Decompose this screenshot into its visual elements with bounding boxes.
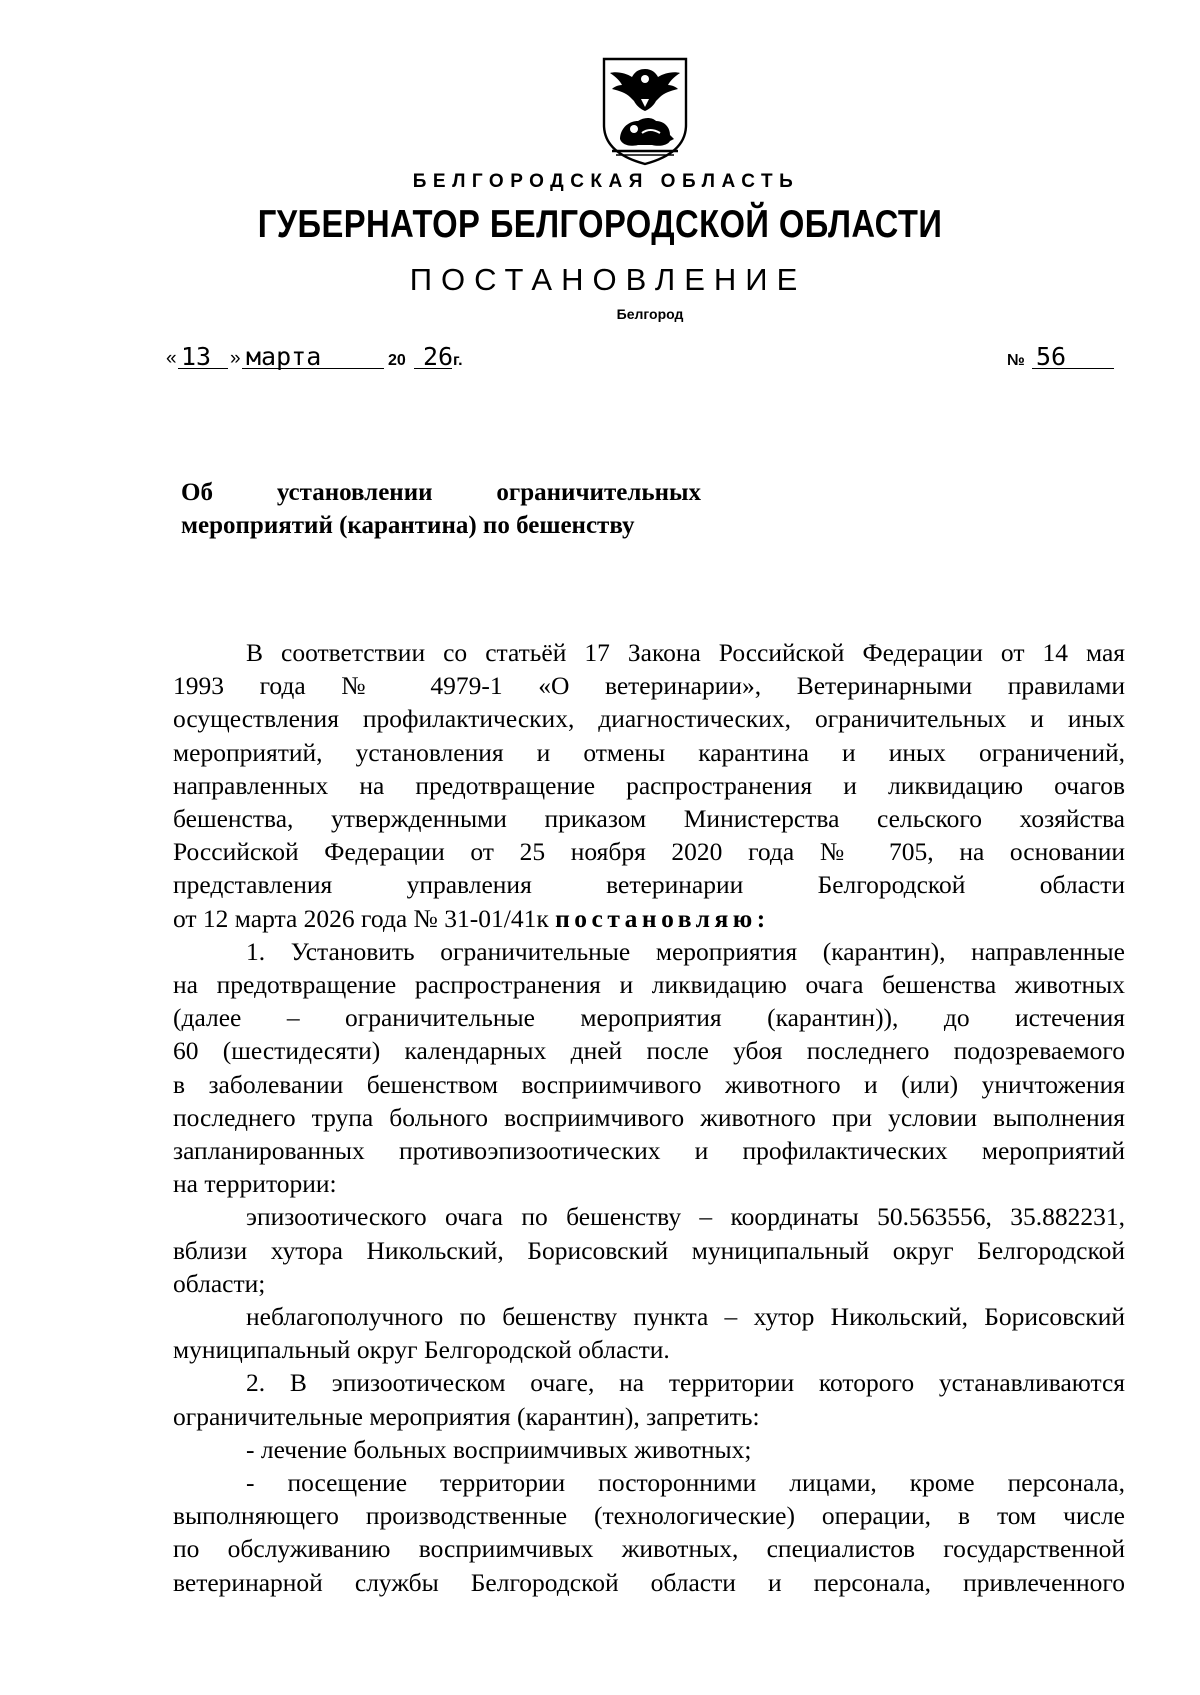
coat-of-arms-icon [598,55,692,167]
text-line: запланированных противоэпизоотических и профилактических мероприятий [173,1136,1125,1166]
text-line: по обслуживанию восприимчивых животных, специалистов государственной [173,1534,1125,1564]
text-line: области; [173,1268,266,1298]
document-title [181,476,701,542]
date-line [166,336,1116,370]
text-line: вблизи хутора Никольский, Борисовский муниципальный округ Белгородской [173,1235,1125,1265]
text-line: 1993 года № 4979-1 «О ветеринарии», Ветеринарными правилами [173,671,1125,701]
decree-word: постановляю: [555,903,770,933]
text-line: бешенства, утвержденными приказом Министерства сельского хозяйства [173,804,1125,834]
document-number: 56 [1036,342,1067,371]
year-prefix: 20 [388,352,406,369]
text-line: осуществления профилактических, диагностических, ограничительных и иных [173,704,1125,734]
text-line: последнего трупа больного восприимчивого животного при условии выполнения [173,1102,1125,1132]
text-line: ограничительные мероприятия (карантин), запретить: [173,1401,760,1431]
document-type: ПОСТАНОВЛЕНИЕ [409,262,807,297]
text-line: муниципальный округ Белгородской области. [173,1335,670,1365]
text-line: (далее – ограничительные мероприятия (карантин)), до истечения [173,1003,1125,1033]
text-line: В соответствии со статьёй 17 Закона Российской Федерации от 14 мая [246,638,1125,667]
text-line: - лечение больных восприимчивых животных; [246,1434,752,1464]
quote-open: « [166,348,177,369]
date-day: 13 [181,342,212,371]
quote-close: » [230,348,241,369]
text-line: выполняющего производственные (технологические) операции, в том числе [173,1501,1125,1531]
date-month: марта [246,342,322,371]
text-line: эпизоотического очага по бешенству – координаты 50.563556, 35.882231, [246,1202,1125,1232]
text-line: в заболевании бешенством восприимчивого животного и (или) уничтожения [173,1069,1125,1099]
text-line: мероприятий, установления и отмены карантина и иных ограничений, [173,737,1125,767]
number-label: № [1007,352,1025,369]
text-line: Российской Федерации от 25 ноября 2020 года № 705, на основании [173,837,1125,867]
title-line: Об установлении ограничительных [181,479,701,506]
year-underline [414,368,452,369]
text-line: - посещение территории посторонними лицами, кроме персонала, [246,1468,1125,1498]
city-name: Белгород [616,306,684,322]
title-line: мероприятий (карантина) по бешенству [181,512,635,539]
text-line: на территории: [173,1169,337,1199]
text-line: 2. В эпизоотическом очаге, на территории которого устанавливаются [246,1368,1125,1398]
text-line: 60 (шестидесяти) календарных дней после убоя последнего подозреваемого [173,1036,1125,1066]
text-line: ветеринарной службы Белгородской области и персонала, привлеченного [173,1567,1125,1597]
text-line: 1. Установить ограничительные мероприятия (карантин), направленные [246,936,1125,966]
document-body [173,636,1125,1599]
text-line: неблагополучного по бешенству пункта – хутор Никольский, Борисовский [246,1302,1125,1332]
number-underline [1032,368,1114,369]
month-underline [242,368,384,369]
text-line: на предотвращение распространения и ликвидацию очага бешенства животных [173,970,1125,1000]
year-suffix: 26 [423,342,454,371]
text-line: представления управления ветеринарии Белгородской области [173,870,1125,900]
year-mark: г. [453,352,463,369]
day-underline [178,368,228,369]
authority-name: ГУБЕРНАТОР БЕЛГОРОДСКОЙ ОБЛАСТИ [257,203,943,246]
region-name: БЕЛГОРОДСКАЯ ОБЛАСТЬ [412,171,800,192]
preamble-last: от 12 марта 2026 года № 31-01/41к [173,903,549,933]
text-line: направленных на предотвращение распространения и ликвидацию очагов [173,770,1125,800]
text-line [173,902,1125,935]
